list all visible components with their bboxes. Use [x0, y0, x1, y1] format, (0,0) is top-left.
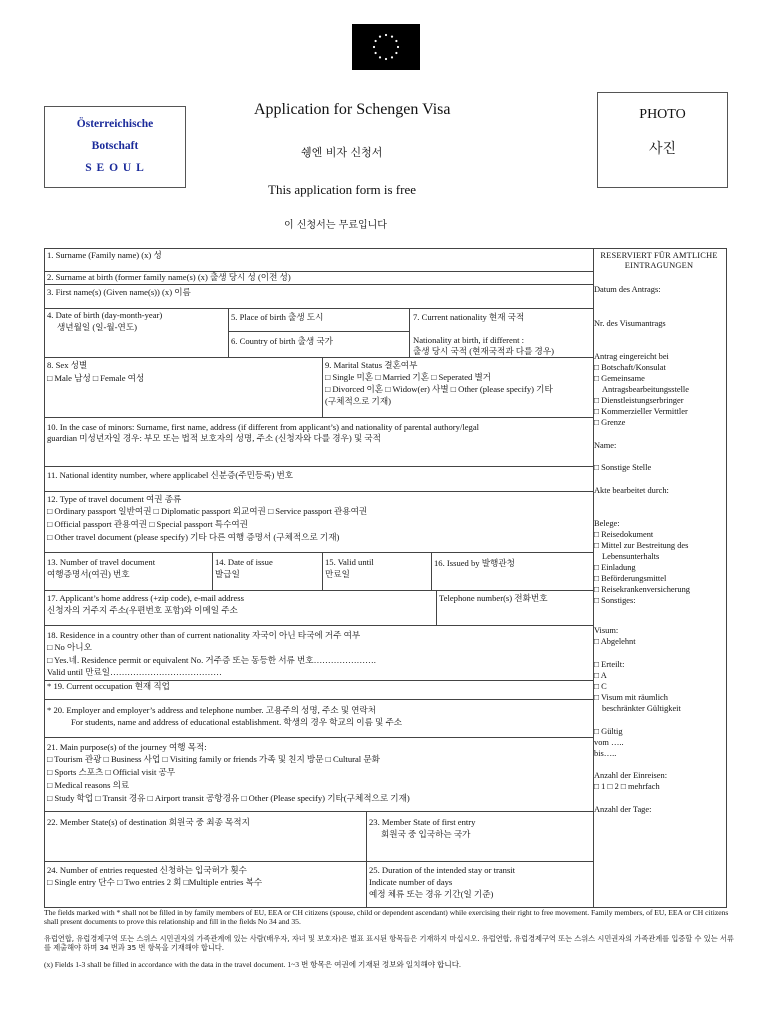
footnote-fields-1-3: (x) Fields 1-3 shall be filled in accordance with the data in the travel document. 1~3 번 항목은 여권에 기재된 정보와 일치해야 합니다.: [44, 960, 461, 969]
footnote-family-members: The fields marked with * shall not be filled in by family members of EU, EEA or CH citizens (spouse, child or dependent ascendant) while exercising their right to free movement. Family members, of EU, EEA or CH citizens shall present documents to prove this relationship and fill in the fields No 34 and 35.: [44, 908, 729, 927]
photo-label: PHOTO: [639, 107, 686, 122]
field-9-options-1[interactable]: □ Single 미혼 □ Married 기혼 □ Seperated 별거: [325, 372, 492, 382]
sidebar-item: Datum des Antrags:: [594, 285, 661, 294]
field-17-korean: 신청자의 거주지 주소(우편번호 포함)와 이메일 주소: [47, 605, 238, 615]
field-18-residence: 18. Residence in a country other than of current nationality 자국이 아닌 타국에 거주 여부: [47, 630, 361, 640]
field-10-minor-guardian[interactable]: 10. In the case of minors: Surname, first name, address (if different from applicant’s) and nationality of parental authory/legal: [47, 422, 480, 432]
sidebar-checkbox[interactable]: □ Gültig: [594, 727, 623, 736]
sidebar-checkbox[interactable]: □ Gemeinsame: [594, 374, 645, 383]
field-21-options-3[interactable]: □ Medical reasons 의료: [47, 780, 130, 790]
field-24-entries: 24. Number of entries requested 신청하는 입국허가 횟수: [47, 865, 247, 875]
sidebar-checkbox[interactable]: □ C: [594, 682, 607, 691]
field-21-purpose: 21. Main purpose(s) of the journey 여행 목적:: [47, 742, 207, 752]
sidebar-checkbox[interactable]: □ Grenze: [594, 418, 626, 427]
field-9-options-2[interactable]: □ Divorced 이혼 □ Widow(er) 사별 □ Other (please specify) 기타: [325, 384, 553, 394]
field-16-issued-by[interactable]: 16. Issued by 발행관청: [434, 558, 515, 568]
field-9-marital-status: 9. Marital Status 결혼여부: [325, 360, 418, 370]
field-2-surname-at-birth[interactable]: 2. Surname at birth (former family name(s) (x) 출생 당시 성 (이전 성): [47, 272, 291, 282]
sidebar-checkbox[interactable]: □ Botschaft/Konsulat: [594, 363, 666, 372]
form-title: Application for Schengen Visa: [254, 101, 451, 118]
embassy-name-2: Botschaft: [91, 140, 139, 153]
field-8-sex: 8. Sex 성별: [47, 360, 88, 370]
photo-label-korean: 사진: [648, 141, 677, 158]
field-21-options-4[interactable]: □ Study 학업 □ Transit 경유 □ Airport transit 공항경유 □ Other (Please specify) 기타(구체적으로 기재): [47, 793, 410, 803]
photo-box[interactable]: [597, 92, 728, 188]
field-17-home-address[interactable]: 17. Applicant’s home address (+zip code), e-mail address: [47, 593, 244, 603]
sidebar-item: beschränkter Gültigkeit: [602, 704, 681, 713]
sidebar-item: Lebensunterhalts: [602, 552, 660, 561]
field-15-korean: 만료일: [325, 569, 350, 579]
sidebar-item: Anzahl der Tage:: [594, 805, 652, 814]
sidebar-checkbox[interactable]: □ Reisedokument: [594, 530, 654, 539]
field-12-travel-document-type: 12. Type of travel document 여권 종류: [47, 494, 182, 504]
field-23-first-entry[interactable]: 23. Member State of first entry: [369, 817, 476, 827]
field-4-korean: 생년월일 (일-월-연도): [57, 322, 138, 332]
embassy-box: [44, 106, 186, 188]
field-15-valid-until[interactable]: 15. Valid until: [325, 557, 374, 567]
sidebar-item: Akte bearbeitet durch:: [594, 486, 669, 495]
sidebar-checkbox[interactable]: □ Reisekrankenversicherung: [594, 585, 690, 594]
sidebar-checkbox[interactable]: □ Mittel zur Bestreitung des: [594, 541, 689, 550]
sidebar-checkbox[interactable]: □ Abgelehnt: [594, 637, 636, 646]
field-6-country-of-birth[interactable]: 6. Country of birth 출생 국가: [231, 336, 333, 346]
field-11-national-id[interactable]: 11. National identity number, where applicabel 신분증(주민등록) 번호: [47, 470, 294, 480]
field-5-place-of-birth[interactable]: 5. Place of birth 출생 도시: [231, 312, 324, 322]
reserved-heading-2: EINTRAGUNGEN: [624, 261, 694, 270]
sidebar-checkbox[interactable]: □ Beförderungsmittel: [594, 574, 667, 583]
form-title-korean: 쉥엔 비자 신청서: [301, 146, 383, 159]
sidebar-item: Nr. des Visumantrags: [594, 319, 666, 328]
free-notice-korean: 이 신청서는 무료입니다: [284, 220, 387, 231]
field-19-occupation[interactable]: * 19. Current occupation 현재 직업: [47, 681, 170, 691]
field-12-options-3[interactable]: □ Other travel document (please specify) 기타 다른 여행 증명서 (구체적으로 기재): [47, 532, 340, 542]
field-25-korean: 예정 체류 또는 경유 기간(일 기준): [369, 889, 494, 899]
field-12-options-2[interactable]: □ Official passport 관용여권 □ Special passport 특수여권: [47, 519, 248, 529]
field-7-nationality-at-birth[interactable]: Nationality at birth, if different :: [413, 335, 525, 345]
field-18-yes[interactable]: □ Yes.네. Residence permit or equivalent No. 거주증 또는 동등한 서류 번호………………….: [47, 655, 376, 665]
field-1-surname[interactable]: 1. Surname (Family name) (x) 성: [47, 250, 162, 260]
sidebar-item: Name:: [594, 441, 617, 450]
sidebar-checkbox[interactable]: □ Dienstleistungserbringer: [594, 396, 684, 405]
field-10-korean: guardian 미성년자일 경우: 부모 또는 법적 보호자의 성명, 주소 (신청자와 다를 경우) 및 국적: [47, 433, 381, 443]
form-grid: [44, 248, 594, 908]
field-4-date-of-birth[interactable]: 4. Date of birth (day-month-year): [47, 310, 163, 320]
sidebar-item: vom …..: [594, 738, 624, 747]
field-3-first-names[interactable]: 3. First name(s) (Given name(s)) (x) 이름: [47, 287, 191, 297]
eu-flag-logo: [352, 24, 420, 70]
field-20-employer[interactable]: * 20. Employer and employer’s address and telephone number. 고용주의 성명, 주소 및 연락처: [47, 705, 377, 715]
embassy-city: S E O U L: [85, 162, 145, 175]
sidebar-item: Anzahl der Einreisen:: [594, 771, 668, 780]
embassy-name-1: Österreichische: [76, 118, 154, 130]
footnote-korean: 유럽연합, 유럽경제구역 또는 스위스 시민권자의 가족관계에 있는 사람(배우자, 자녀 및 보호자)은 별표 표시된 항목들은 기재하지 마십시오. 유럽연합, 유럽경제구역 또는 스위스 시민권자의 가족관계를 입증할 수 있는 서류를 제출해야 하며 34 번과 35 번 항목을 기재해야 합니다.: [44, 934, 734, 952]
sidebar-checkbox[interactable]: □ Sonstiges:: [594, 596, 636, 605]
sidebar-item: Antragsbearbeitungsstelle: [602, 385, 689, 394]
field-24-options[interactable]: □ Single entry 단수 □ Two entries 2 회 □Multiple entries 복수: [47, 877, 263, 887]
field-14-date-of-issue[interactable]: 14. Date of issue: [215, 557, 273, 567]
sidebar-item: bis…..: [594, 749, 617, 758]
field-25-days: Indicate number of days: [369, 877, 453, 887]
field-23-korean: 회원국 중 입국하는 국가: [381, 829, 471, 839]
sidebar-item: Belege:: [594, 519, 620, 528]
field-21-options-1[interactable]: □ Tourism 관광 □ Business 사업 □ Visiting family or friends 가족 및 친지 방문 □ Cultural 문화: [47, 754, 380, 764]
reserved-heading-1: RESERVIERT FÜR AMTLICHE: [600, 251, 718, 260]
official-use-sidebar: [592, 248, 727, 908]
field-8-options[interactable]: □ Male 남성 □ Female 여성: [47, 373, 145, 383]
field-7-current-nationality[interactable]: 7. Current nationality 현재 국적: [413, 312, 525, 322]
sidebar-checkbox[interactable]: □ Erteilt:: [594, 660, 625, 669]
sidebar-item: Visum:: [594, 626, 619, 635]
field-25-duration[interactable]: 25. Duration of the intended stay or transit: [369, 865, 516, 875]
field-17-telephone[interactable]: Telephone number(s) 전화번호: [439, 593, 548, 603]
field-13-korean: 여행증명서(여권) 번호: [47, 569, 130, 579]
sidebar-checkbox[interactable]: □ Kommerzieller Vermittler: [594, 407, 688, 416]
field-13-document-number[interactable]: 13. Number of travel document: [47, 557, 156, 567]
sidebar-item: Antrag eingereicht bei: [594, 352, 669, 361]
sidebar-checkbox[interactable]: □ Einladung: [594, 563, 636, 572]
sidebar-checkbox[interactable]: □ 1 □ 2 □ mehrfach: [594, 782, 660, 791]
sidebar-checkbox[interactable]: □ Sonstige Stelle: [594, 463, 652, 472]
field-18-valid-until[interactable]: Valid until 만료일…………………………………: [47, 667, 222, 677]
field-12-options-1[interactable]: □ Ordinary passport 일반여권 □ Diplomatic passport 외교여권 □ Service passport 관용여권: [47, 506, 368, 516]
field-9-specify: (구체적으로 기재): [325, 396, 391, 406]
field-14-korean: 발급일: [215, 569, 240, 579]
free-notice: This application form is free: [268, 182, 417, 197]
field-21-options-2[interactable]: □ Sports 스포츠 □ Official visit 공무: [47, 767, 176, 777]
sidebar-checkbox[interactable]: □ Visum mit räumlich: [594, 693, 668, 702]
field-22-destination[interactable]: 22. Member State(s) of destination 회원국 중 최종 목적지: [47, 817, 250, 827]
field-7-korean: 출생 당시 국적 (현재국적과 다를 경우): [413, 346, 554, 356]
field-20-students: For students, name and address of educational establishment. 학생의 경우 학교의 이름 및 주소: [71, 717, 403, 727]
sidebar-checkbox[interactable]: □ A: [594, 671, 607, 680]
field-18-no[interactable]: □ No 아니오: [47, 642, 92, 652]
